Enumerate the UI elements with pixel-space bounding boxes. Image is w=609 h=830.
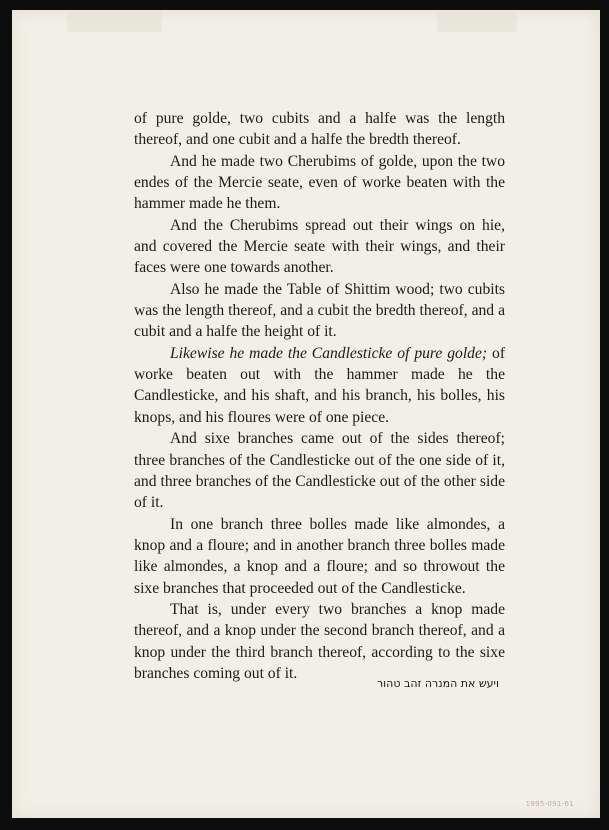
text-run: of pure golde, two cubits and a halfe was the length thereof, and one cubit and a halfe the bredth thereof. (134, 110, 505, 149)
text-run: Also he made the Table of Shittim wood; two cubits was the length thereof, and a cubit the bredth thereof, and a cubit and a halfe the height of it. (134, 280, 505, 341)
catalog-number: 1995-091-61 (525, 800, 574, 808)
tape-mark (67, 10, 162, 32)
paragraph (134, 428, 505, 513)
text-run: In one branch three bolles made like almondes, a knop and a floure; and in another branch three bolles made like almondes, a knop and a floure; and so throwout the sixe branches that proceeded out of the Candlesticke. (134, 515, 505, 597)
paragraph (134, 151, 505, 215)
paragraph (134, 343, 505, 428)
paragraph (134, 599, 505, 684)
paper-sheet (12, 10, 600, 818)
paragraph (134, 215, 505, 279)
hebrew-inscription: ויעש את המנרה זהב טהור (376, 677, 499, 690)
text-run: That is, under every two branches a knop made thereof, and a knop under the second branch thereof, and a knop under the third branch thereof, according to the sixe branches coming out of it. (134, 600, 505, 682)
italic-phrase: Likewise he made the Candlesticke of pure golde; (170, 344, 488, 362)
text-run: And he made two Cherubims of golde, upon the two endes of the Mercie seate, even of worke beaten with the hammer made he them. (134, 152, 505, 213)
text-run: of worke beaten out with the hammer made he the Candlesticke, and his shaft, and his branch, his bolles, his knops, and his floures were of one piece. (134, 344, 506, 426)
text-run: And the Cherubims spread out their wings on hie, and covered the Mercie seate with their wings, and their faces were one towards another. (134, 216, 505, 277)
paragraph (134, 279, 505, 343)
body-text (134, 108, 505, 684)
text-run: And sixe branches came out of the sides thereof; three branches of the Candlesticke out of the one side of it, and three branches of the Candlesticke out of the other side of it. (134, 430, 505, 512)
paragraph (134, 514, 505, 599)
paragraph (134, 108, 505, 151)
tape-mark (437, 10, 517, 32)
